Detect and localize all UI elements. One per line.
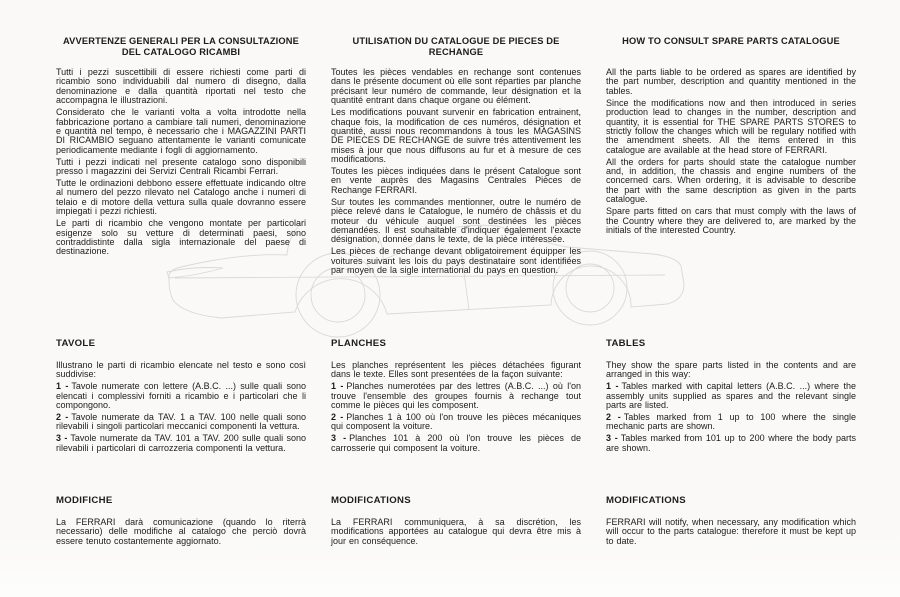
paragraph: Tutti i pezzi suscettibili di essere richiesti come parti di ricambio sono individuabili dal numero di disegno, dalla denominazione e dalla quantità riportati nel testo che accompagna le illustrazioni.	[56, 67, 306, 106]
item-text: Planches 101 à 200 où l'on trouve les pièces de carrosserie qui composent la voiture.	[331, 433, 581, 453]
section-heading-modifiche: MODIFICHE	[56, 495, 113, 506]
column-italian	[56, 36, 306, 546]
column-title-english: HOW TO CONSULT SPARE PARTS CATALOGUE	[622, 36, 840, 46]
item-number: 2 -	[331, 412, 344, 423]
front-wheel-rim-icon	[311, 268, 365, 322]
list-item	[331, 382, 581, 410]
paragraph: Toutes les pièces indiquées dans le présent Catalogue sont en vente auprès des Magasins Centrales Pièces de Rechange FERRARI.	[331, 166, 581, 195]
item-text: Tavole numerate con lettere (A.B.C. ...) sulle quali sono elencati i complessivi forniti a ricambio e i particolari che li compongono.	[56, 381, 306, 411]
paragraph: Sur toutes les commandes mentionner, outre le numéro de pièce relevé dans le Catalogue, le numéro de châssis et du moteur du véhicule auquel sont destinées les pièces demandées. Il est souhaitable d'indiquer également l'exacte désignation, donnée dans le texte, de la pièce intéressée.	[331, 196, 581, 245]
section-modifiche	[56, 495, 306, 546]
column-english	[606, 36, 856, 546]
item-number: 1 -	[331, 381, 344, 392]
paragraph: FERRARI will notify, when necessary, any modification which will occur to the parts catalogue: therefore it must be kept up to date.	[606, 517, 856, 546]
list-item	[56, 382, 306, 410]
section-modifications-fr	[331, 495, 581, 546]
column-title-french: UTILISATION DU CATALOGUE DE PIECES DE RECHANGE	[352, 36, 560, 57]
item-number: 1 -	[56, 381, 69, 392]
item-text: Planches numerotées par des lettres (A.B.C. ...) où l'on trouve l'ensemble des groupes fournis à rechange tout comme le pièces qui les composent.	[331, 381, 581, 411]
paragraph: All the parts liable to be ordered as spares are identified by the part number, description and quantity mentioned in the tables.	[606, 67, 856, 96]
item-text: Tables marked with capital letters (A.B.C. ...) where the assembly units supplied as spares and the relevant single parts are listed.	[606, 381, 856, 411]
paragraph: Since the modifications now and then introduced in series production lead to changes in the number, description and quantity, it is essential for THE SPARE PARTS STORES to strictly follow the changes which will be regulary notified with the amendment sheets. All the items entered in this catalogue are available at the head store of FERRARI.	[606, 97, 856, 155]
item-text: Tavole numerate da TAV. 101 a TAV. 200 sulle quali sono rilevabili i particolari di carrozzeria componenti la vettura.	[56, 433, 306, 453]
paragraph: Considerato che le varianti volta a volta introdotte nella fabbricazione portano a cambiare tali numeri, denominazione e quantità nel tempo, è necessario che i MAGAZZINI PARTI DI RICAMBIO seguano attentamente le varianti comunicate periodicamente mediante i fogli di aggiornamento.	[56, 107, 306, 155]
list-item	[606, 382, 856, 410]
paragraph: La FERRARI communiquera, à sa discrétion, les modifications apportées au catalogue qui devra être mis à jour en conséquence.	[331, 517, 581, 546]
list-item	[606, 434, 856, 453]
section-planches	[331, 338, 581, 453]
list-item	[56, 413, 306, 432]
paragraph: Le parti di ricambio che vengono montate per particolari esigenze solo su vetture di determinati paesi, sono contraddistinte dalla sigla internazionale del paese di destinazione.	[56, 218, 306, 257]
item-text: Planches 1 à 100 où l'on trouve les pièces mécaniques qui composent la voiture.	[331, 412, 581, 432]
paragraph: Toutes les pièces vendables en rechange sont contenues dans le présente document où elle sont réparties par planche précisant leur numéro de commande, leur désignation et la quantité entrant dans chaque organe ou élément.	[331, 67, 581, 106]
list-item	[606, 413, 856, 432]
section-heading-tables: TABLES	[606, 338, 646, 349]
paragraph: Les planches représentent les pièces détachées figurant dans le texte. Elles sont presentées de la façon suivante:	[331, 360, 581, 380]
section-tavole	[56, 338, 306, 453]
paragraph: Les pièces de rechange devant obligatoirement équipper les voitures suivant les lois du pays destinataire sont identifiées par moyen de la sigle international du pays en question.	[331, 246, 581, 276]
column-title-italian: AVVERTENZE GENERALI PER LA CONSULTAZIONE DEL CATALOGO RICAMBI	[62, 36, 300, 57]
section-intro-french	[331, 68, 581, 276]
section-heading-planches: PLANCHES	[331, 338, 387, 349]
section-heading-modifications-en: MODIFICATIONS	[606, 495, 686, 506]
paragraph: All the orders for parts should state the catalogue number and, in addition, the chassis and engine numbers of the concerned cars. When ordering, it is advisable to describe the part with the same description as given in the parts catalogue.	[606, 156, 856, 205]
item-number: 2 -	[606, 412, 621, 423]
section-tables	[606, 338, 856, 453]
section-intro-italian	[56, 68, 306, 257]
paragraph: Les modifications pouvant survenir en fabrication entrainent, chaque fois, la modification de ces numéros, désignation et quantité, aussi nous recommandons à tous les MAGASINS DE PIECES DE RECHANGE de suivre trés attentivement les mises à jour que nous diffusons au fur et à mesure de ces modifications.	[331, 107, 581, 165]
item-text: Tables marked from 101 up to 200 where the body parts are shown.	[606, 433, 856, 453]
section-modifications-en	[606, 495, 856, 546]
item-number: 2 -	[56, 412, 69, 423]
item-number: 1 -	[606, 381, 619, 392]
list-item	[56, 434, 306, 453]
item-text: Tavole numerate da TAV. 1 a TAV. 100 nelle quali sono rilevabili i singoli particolari meccanici componenti la vettura.	[56, 412, 306, 432]
paragraph: Tutti i pezzi indicati nel presente catalogo sono disponibili presso i magazzini dei Servizi Centrali Ricambi Ferrari.	[56, 156, 306, 177]
section-heading-tavole: TAVOLE	[56, 338, 96, 349]
section-heading-modifications-fr: MODIFICATIONS	[331, 495, 411, 506]
item-number: 3 -	[56, 433, 68, 444]
list-item	[331, 434, 581, 453]
paragraph: Spare parts fitted on cars that must comply with the laws of the Country where they are delivered to, are marked by the initials of the interested Country.	[606, 206, 856, 235]
item-number: 3 -	[331, 433, 347, 444]
paragraph: La FERRARI darà comunicazione (quando lo riterrà necessario) delle modifiche al catalogo che perciò dovrà essere tenuto costantemente aggiornato.	[56, 517, 306, 546]
paragraph: They show the spare parts listed in the contents and are arranged in this way:	[606, 360, 856, 380]
list-item	[331, 413, 581, 432]
item-text: Tables marked from 1 up to 100 where the single mechanic parts are shown.	[606, 412, 856, 432]
section-intro-english	[606, 68, 856, 235]
column-french	[331, 36, 581, 546]
paragraph: Illustrano le parti di ricambio elencate nel testo e sono così suddivise:	[56, 360, 306, 380]
paragraph: Tutte le ordinazioni debbono essere effettuate indicando oltre al numero del pezzo rilevato nel Catalogo anche i numeri di telaio e di motore della vettura sulla quale dovranno essere impiegati i pezzi richiesti.	[56, 177, 306, 217]
item-number: 3 -	[606, 433, 618, 444]
